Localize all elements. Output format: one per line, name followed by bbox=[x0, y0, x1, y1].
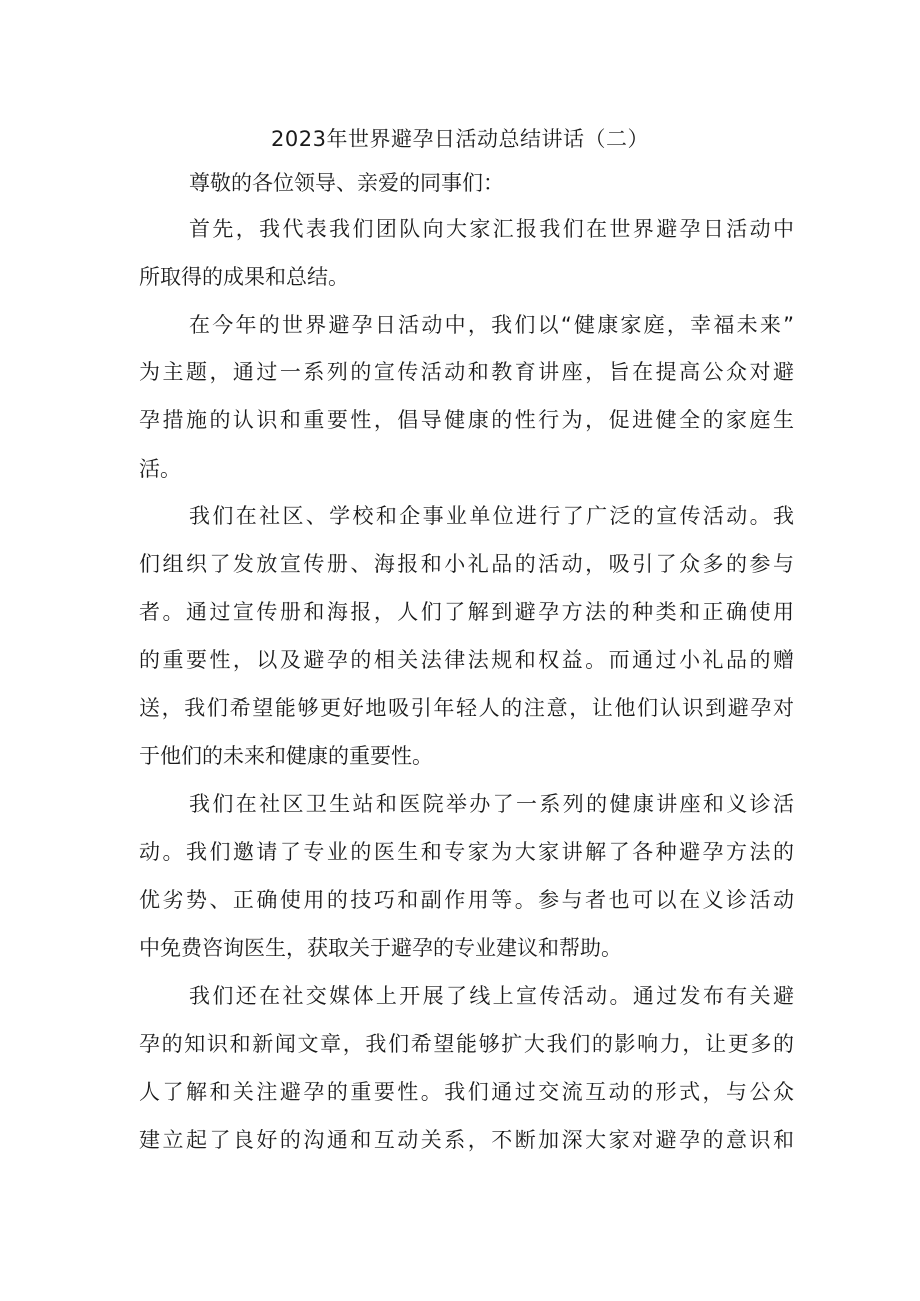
text-line: 活。 bbox=[139, 457, 181, 481]
text-line: 人了解和关注避孕的重要性。我们通过交流互动的形式，与公众 bbox=[139, 1080, 794, 1104]
text-line: 我们在社区、学校和企事业单位进行了广泛的宣传活动。我 bbox=[189, 504, 794, 528]
text-line: 所取得的成果和总结。 bbox=[139, 265, 349, 289]
text-line: 者。通过宣传册和海报，人们了解到避孕方法的种类和正确使用 bbox=[139, 600, 794, 624]
text-line: 中免费咨询医生，获取关于避孕的专业建议和帮助。 bbox=[139, 936, 622, 960]
text-line: 孕措施的认识和重要性，倡导健康的性行为，促进健全的家庭生 bbox=[139, 408, 794, 432]
text-line: 优劣势、正确使用的技巧和副作用等。参与者也可以在义诊活动 bbox=[139, 888, 794, 912]
text-line: 为主题，通过一系列的宣传活动和教育讲座，旨在提高公众对避 bbox=[139, 360, 794, 384]
text-line: 我们在社区卫生站和医院举办了一系列的健康讲座和义诊活 bbox=[189, 792, 794, 816]
text-line: 动。我们邀请了专业的医生和专家为大家讲解了各种避孕方法的 bbox=[139, 840, 794, 864]
text-line: 我们还在社交媒体上开展了线上宣传活动。通过发布有关避 bbox=[189, 984, 794, 1008]
text-line: 孕的知识和新闻文章，我们希望能够扩大我们的影响力，让更多的 bbox=[139, 1032, 794, 1056]
text-line: 在今年的世界避孕日活动中，我们以“健康家庭，幸福未来” bbox=[189, 313, 794, 337]
text-line: 送，我们希望能够更好地吸引年轻人的注意，让他们认识到避孕对 bbox=[139, 696, 794, 720]
document-title: 2023年世界避孕日活动总结讲话（二） bbox=[271, 127, 649, 151]
text-line: 们组织了发放宣传册、海报和小礼品的活动，吸引了众多的参与 bbox=[139, 552, 794, 576]
text-line: 首先，我代表我们团队向大家汇报我们在世界避孕日活动中 bbox=[189, 217, 794, 241]
salutation: 尊敬的各位领导、亲爱的同事们： bbox=[189, 171, 504, 195]
text-line: 于他们的未来和健康的重要性。 bbox=[139, 744, 433, 768]
text-line: 建立起了良好的沟通和互动关系，不断加深大家对避孕的意识和 bbox=[139, 1128, 794, 1152]
text-line: 的重要性，以及避孕的相关法律法规和权益。而通过小礼品的赠 bbox=[139, 648, 794, 672]
